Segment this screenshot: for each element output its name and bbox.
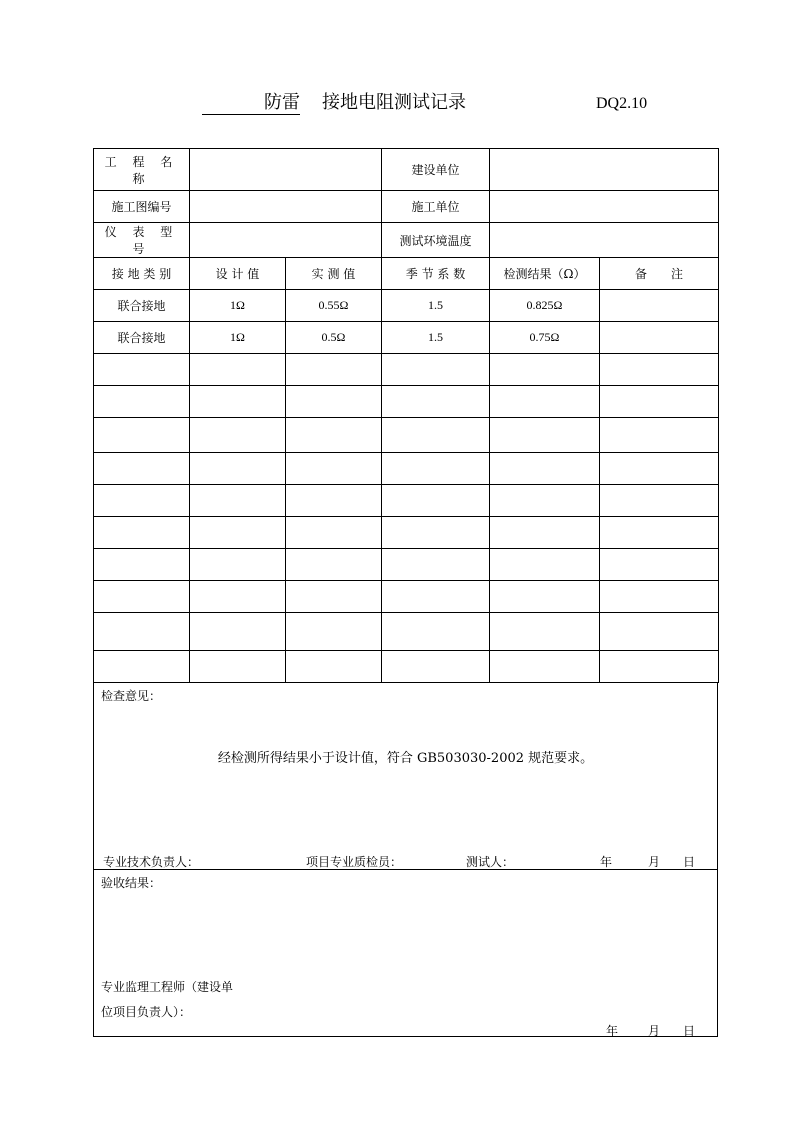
empty-cell[interactable] <box>94 613 190 651</box>
empty-cell[interactable] <box>600 549 719 581</box>
empty-cell[interactable] <box>600 418 719 453</box>
form-code: DQ2.10 <box>596 95 648 112</box>
empty-row <box>94 386 719 418</box>
empty-cell[interactable] <box>286 651 382 683</box>
empty-cell[interactable] <box>490 651 600 683</box>
empty-cell[interactable] <box>600 485 719 517</box>
empty-cell[interactable] <box>600 386 719 418</box>
col-remarks: 备 注 <box>600 258 719 290</box>
cell-grounding-type: 联合接地 <box>94 322 190 354</box>
empty-cell[interactable] <box>94 418 190 453</box>
empty-cell[interactable] <box>382 613 490 651</box>
acceptance-section <box>93 870 718 1037</box>
header-row-project <box>94 149 719 191</box>
empty-cell[interactable] <box>286 418 382 453</box>
cell-remarks <box>600 322 719 354</box>
empty-cell[interactable] <box>600 453 719 485</box>
empty-cell[interactable] <box>382 453 490 485</box>
table-row <box>94 290 719 322</box>
empty-cell[interactable] <box>382 485 490 517</box>
cell-season-factor: 1.5 <box>382 322 490 354</box>
empty-row <box>94 613 719 651</box>
inspection-month: 月 <box>648 855 661 869</box>
empty-row <box>94 549 719 581</box>
record-table <box>93 148 719 683</box>
supervisor-label-line2: 位项目负责人）： <box>101 1005 192 1019</box>
quality-inspector-label: 项目专业质检员： <box>306 855 403 869</box>
empty-cell[interactable] <box>94 453 190 485</box>
construction-unit-value[interactable] <box>490 149 719 191</box>
drawing-number-label: 施工图编号 <box>94 191 190 223</box>
empty-cell[interactable] <box>190 549 286 581</box>
acceptance-label: 验收结果： <box>101 876 162 890</box>
cell-measured-value: 0.5Ω <box>286 322 382 354</box>
test-temperature-value[interactable] <box>490 223 719 258</box>
empty-row <box>94 453 719 485</box>
table-row <box>94 322 719 354</box>
empty-cell[interactable] <box>600 581 719 613</box>
acceptance-day: 日 <box>683 1024 696 1038</box>
empty-cell[interactable] <box>286 453 382 485</box>
empty-cell[interactable] <box>286 581 382 613</box>
empty-cell[interactable] <box>190 517 286 549</box>
empty-row <box>94 517 719 549</box>
cell-season-factor: 1.5 <box>382 290 490 322</box>
empty-row <box>94 354 719 386</box>
cell-remarks <box>600 290 719 322</box>
empty-cell[interactable] <box>190 453 286 485</box>
cell-measured-value: 0.55Ω <box>286 290 382 322</box>
empty-cell[interactable] <box>382 581 490 613</box>
empty-row <box>94 418 719 453</box>
builder-unit-label: 施工单位 <box>382 191 490 223</box>
empty-cell[interactable] <box>286 354 382 386</box>
empty-cell[interactable] <box>190 418 286 453</box>
empty-cell[interactable] <box>94 386 190 418</box>
drawing-number-value[interactable] <box>190 191 382 223</box>
empty-cell[interactable] <box>94 485 190 517</box>
empty-cell[interactable] <box>94 517 190 549</box>
empty-cell[interactable] <box>382 354 490 386</box>
empty-cell[interactable] <box>94 354 190 386</box>
tech-lead-label: 专业技术负责人： <box>103 855 200 869</box>
supervisor-label-line1: 专业监理工程师（建设单 <box>101 980 234 994</box>
empty-cell[interactable] <box>190 485 286 517</box>
builder-unit-value[interactable] <box>490 191 719 223</box>
cell-design-value: 1Ω <box>190 290 286 322</box>
col-season-factor: 季 节 系 数 <box>382 258 490 290</box>
inspection-year: 年 <box>600 855 613 869</box>
title-main: 接地电阻测试记录 <box>322 92 466 113</box>
empty-cell[interactable] <box>382 517 490 549</box>
empty-cell[interactable] <box>382 651 490 683</box>
instrument-model-label: 仪 表 型 号 <box>94 223 190 258</box>
title-blank-underline <box>202 114 264 115</box>
empty-cell[interactable] <box>190 354 286 386</box>
empty-row <box>94 651 719 683</box>
header-row-instrument <box>94 223 719 258</box>
empty-cell[interactable] <box>490 485 600 517</box>
empty-cell[interactable] <box>490 549 600 581</box>
empty-cell[interactable] <box>490 386 600 418</box>
empty-cell[interactable] <box>600 517 719 549</box>
empty-cell[interactable] <box>286 613 382 651</box>
record-form <box>93 148 718 1037</box>
document-title <box>0 92 794 122</box>
empty-cell[interactable] <box>600 651 719 683</box>
inspection-label: 检查意见： <box>101 689 162 703</box>
cell-test-result: 0.75Ω <box>490 322 600 354</box>
acceptance-year: 年 <box>606 1024 619 1038</box>
empty-cell[interactable] <box>286 549 382 581</box>
col-test-result: 检测结果（Ω） <box>490 258 600 290</box>
empty-row <box>94 581 719 613</box>
empty-cell[interactable] <box>190 613 286 651</box>
empty-cell[interactable] <box>490 613 600 651</box>
empty-cell[interactable] <box>94 651 190 683</box>
column-header-row <box>94 258 719 290</box>
title-prefix: 防雷 <box>264 92 300 113</box>
inspection-day: 日 <box>683 855 696 869</box>
cell-design-value: 1Ω <box>190 322 286 354</box>
acceptance-month: 月 <box>648 1024 661 1038</box>
empty-cell[interactable] <box>490 581 600 613</box>
empty-cell[interactable] <box>286 517 382 549</box>
col-grounding-type: 接 地 类 别 <box>94 258 190 290</box>
empty-cell[interactable] <box>490 418 600 453</box>
empty-cell[interactable] <box>286 386 382 418</box>
empty-cell[interactable] <box>600 354 719 386</box>
empty-cell[interactable] <box>490 354 600 386</box>
empty-cell[interactable] <box>490 453 600 485</box>
tester-label: 测试人： <box>466 855 515 869</box>
empty-cell[interactable] <box>382 386 490 418</box>
header-row-drawing <box>94 191 719 223</box>
project-name-label: 工 程 名 称 <box>94 149 190 191</box>
project-name-value[interactable] <box>190 149 382 191</box>
cell-grounding-type: 联合接地 <box>94 290 190 322</box>
empty-cell[interactable] <box>490 517 600 549</box>
col-design-value: 设 计 值 <box>190 258 286 290</box>
inspection-section <box>93 683 718 870</box>
cell-test-result: 0.825Ω <box>490 290 600 322</box>
test-temperature-label: 测试环境温度 <box>382 223 490 258</box>
empty-cell[interactable] <box>190 386 286 418</box>
empty-cell[interactable] <box>382 549 490 581</box>
empty-cell[interactable] <box>190 651 286 683</box>
empty-row <box>94 485 719 517</box>
col-measured-value: 实 测 值 <box>286 258 382 290</box>
empty-cell[interactable] <box>286 485 382 517</box>
instrument-model-value[interactable] <box>190 223 382 258</box>
empty-cell[interactable] <box>94 549 190 581</box>
empty-cell[interactable] <box>382 418 490 453</box>
construction-unit-label: 建设单位 <box>382 149 490 191</box>
inspection-text: 经检测所得结果小于设计值，符合 GB503030-2002 规范要求。 <box>217 751 594 766</box>
empty-cell[interactable] <box>94 581 190 613</box>
empty-cell[interactable] <box>600 613 719 651</box>
empty-cell[interactable] <box>190 581 286 613</box>
